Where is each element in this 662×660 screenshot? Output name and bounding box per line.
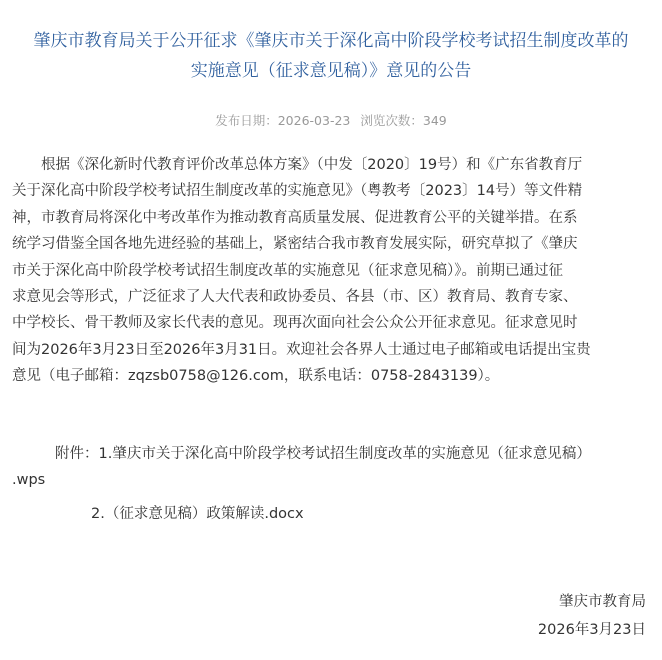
view-count: 349 xyxy=(422,113,447,128)
view-count-label: 浏览次数： xyxy=(360,113,423,128)
signature-block xyxy=(538,588,646,644)
publish-date-label: 发布日期： xyxy=(215,113,278,128)
page-title xyxy=(8,26,654,86)
signature-org: 肇庆市教育局 xyxy=(559,594,646,610)
body-line: 意见（电子邮箱：zqzsb0758@126.com，联系电话：0758-2843139）。 xyxy=(12,368,500,385)
article-meta xyxy=(0,111,662,129)
attachment-item-2 xyxy=(91,501,304,527)
attachments-section xyxy=(12,441,658,493)
body-line: 神，市教育局将深化中考改革作为推动教育高质量发展、促进教育公平的关键举措。在系 xyxy=(12,209,578,226)
signature-date: 2026年3月23日 xyxy=(537,622,646,638)
article-body xyxy=(12,152,658,390)
body-line: 根据《深化新时代教育评价改革总体方案》（中发〔2020〕19号）和《广东省教育厅 xyxy=(41,157,583,173)
body-line: 中学校长、骨干教师及家长代表的意见。现再次面向社会公众公开征求意见。征求意见时 xyxy=(12,315,578,332)
attachment-link-1[interactable]: 1.肇庆市关于深化高中阶段学校考试招生制度改革的实施意见（征求意见稿） xyxy=(98,446,591,462)
body-line: 关于深化高中阶段学校考试招生制度改革的实施意见》（粤教考〔2023〕14号）等文件精 xyxy=(12,183,583,200)
title-line-1: 肇庆市教育局关于公开征求《肇庆市关于深化高中阶段学校考试招生制度改革的 xyxy=(33,31,629,51)
attachment-link-2[interactable]: 2.（征求意见稿）政策解读.docx xyxy=(91,506,304,522)
body-line: 求意见会等形式，广泛征求了人大代表和政协委员、各县（市、区）教育局、教育专家、 xyxy=(12,289,578,306)
publish-date: 2026-03-23 xyxy=(277,113,351,128)
attachments-label: 附件： xyxy=(55,446,99,462)
title-line-2: 实施意见（征求意见稿）》意见的公告 xyxy=(190,61,472,81)
body-line: 统学习借鉴全国各地先进经验的基础上，紧密结合我市教育发展实际，研究草拟了《肇庆 xyxy=(12,236,578,253)
attachment-link-1-ext[interactable]: .wps xyxy=(12,472,46,488)
body-line: 市关于深化高中阶段学校考试招生制度改革的实施意见（征求意见稿）》。前期已通过征 xyxy=(12,262,563,279)
body-line: 间为2026年3月23日至2026年3月31日。欢迎社会各界人士通过电子邮箱或电话提出宝贵 xyxy=(12,341,591,358)
